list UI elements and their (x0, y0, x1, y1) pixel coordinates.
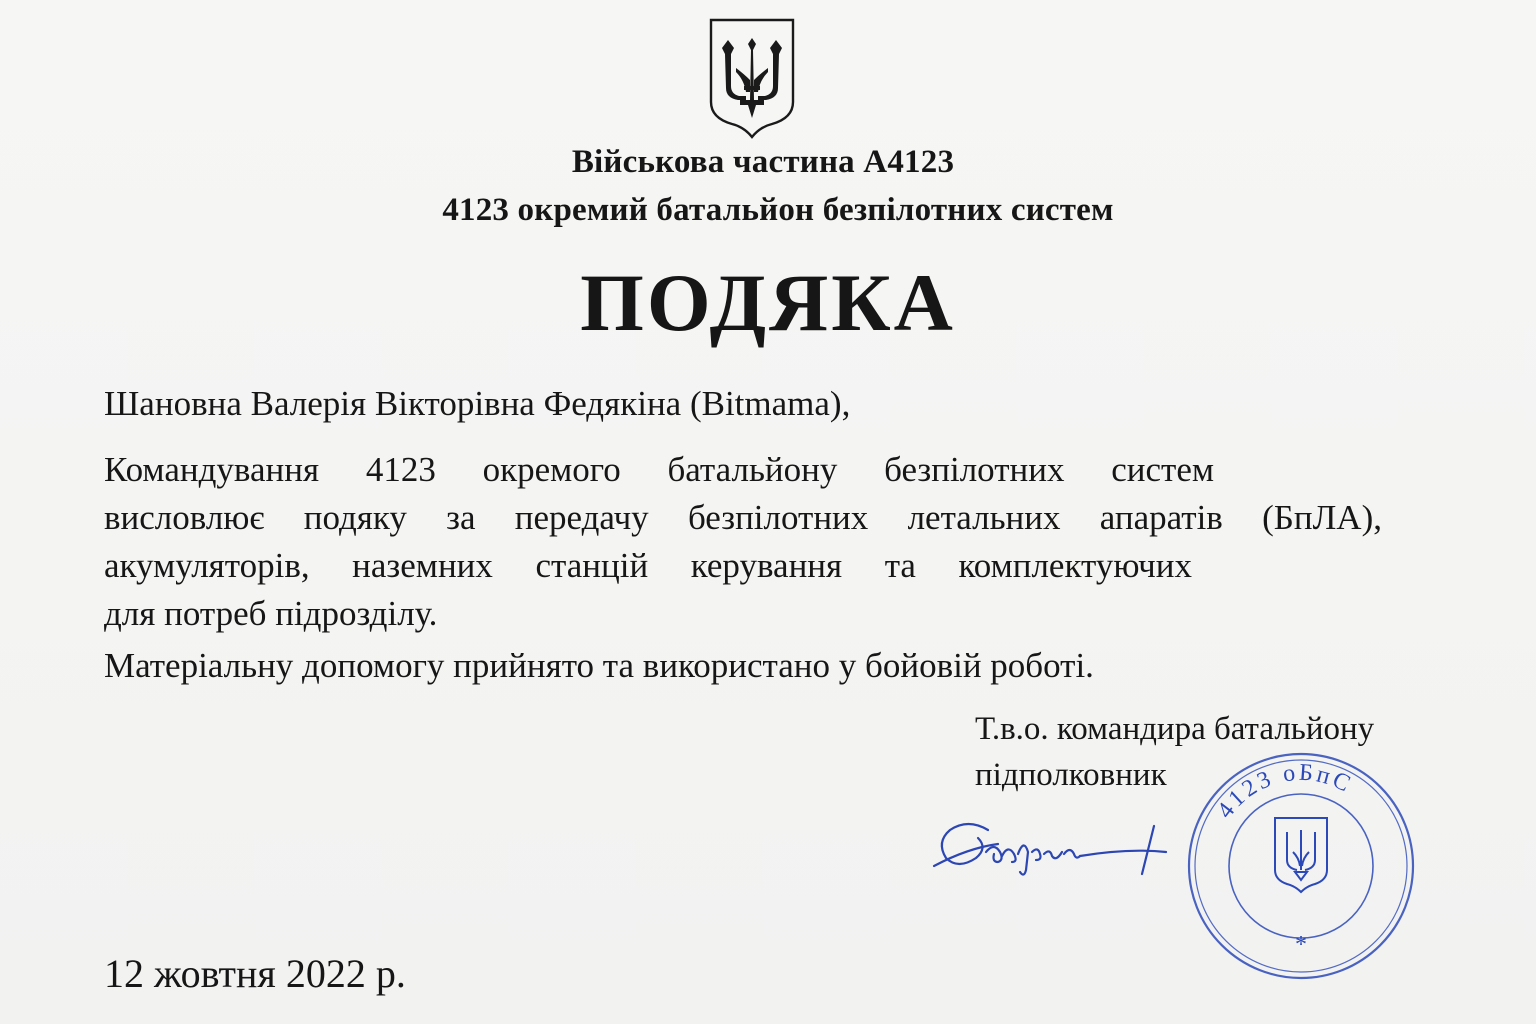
paragraph-line: акумуляторів, наземних станцій керування та комплектуючих (104, 546, 1192, 585)
stamp-ring-text: 4123 оБпС (1212, 759, 1357, 824)
document-date: 12 жовтня 2022 р. (104, 951, 406, 996)
handwritten-signature (928, 808, 1188, 888)
signatory-rank: підполковник (975, 757, 1167, 793)
acceptance-paragraph: Матеріальну допомогу прийнято та використано у бойовій роботі. (104, 646, 1094, 685)
paragraph-line: Командування 4123 окремого батальйону безпілотних систем (104, 450, 1214, 489)
document-title: ПОДЯКА (580, 257, 956, 348)
paragraph-line: висловлює подяку за передачу безпілотних летальних апаратів (БпЛА), (104, 498, 1382, 537)
signatory-position: Т.в.о. командира батальйону (975, 711, 1375, 747)
salutation: Шановна Валерія Вікторівна Федякіна (Bitmama), (104, 384, 851, 423)
trident-coat-of-arms-icon (706, 16, 798, 140)
official-stamp (1183, 748, 1419, 984)
paragraph-line: для потреб підрозділу. (104, 594, 438, 633)
battalion-name: 4123 окремий батальйон безпілотних систем (442, 192, 1114, 228)
gratitude-paragraph (104, 446, 1382, 638)
stamp-star: * (1295, 932, 1307, 958)
military-unit-name: Військова частина А4123 (571, 144, 955, 180)
stamp-trident-icon (1275, 818, 1327, 892)
